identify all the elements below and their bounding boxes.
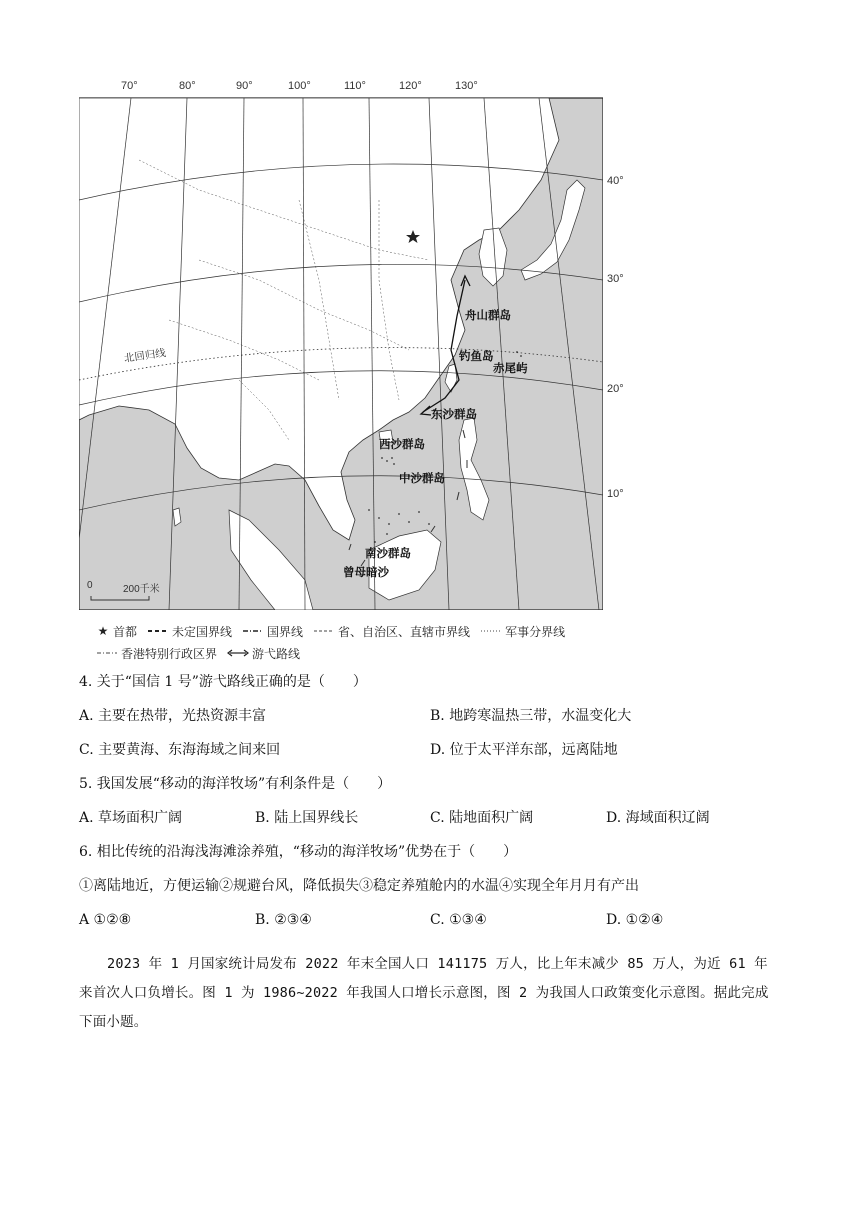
double-arrow-icon: [227, 646, 249, 660]
lat-label: 10°: [607, 488, 624, 500]
label-chiwei: 赤尾屿: [493, 363, 528, 375]
q6-option-d: D. ①②④: [606, 912, 664, 928]
q4-option-d: D. 位于太平洋东部，远离陆地: [430, 742, 618, 758]
lon-label: 120°: [399, 80, 422, 92]
q6-option-a: A ①②⑧: [79, 912, 132, 928]
q5-option-a: A. 草场面积广阔: [79, 810, 183, 826]
legend-label: 军事分界线: [505, 624, 566, 639]
star-icon: ★: [97, 624, 109, 638]
hk-border-icon: [96, 646, 118, 660]
q5-option-c: C. 陆地面积广阔: [430, 810, 534, 826]
legend-capital: [96, 623, 137, 640]
legend-label: 首都: [113, 624, 138, 639]
lon-label: 100°: [288, 80, 311, 92]
lon-label: 130°: [455, 80, 478, 92]
lat-label: 40°: [607, 175, 624, 187]
label-zhongsha: 中沙群岛: [399, 473, 445, 485]
q4-option-a: A. 主要在热带，光热资源丰富: [79, 708, 267, 724]
military-line-icon: [480, 624, 502, 638]
lon-label: 90°: [236, 80, 253, 92]
legend-provincial: [313, 623, 470, 640]
label-tropic: 北回归线: [123, 347, 167, 365]
label-zhoushan: 舟山群岛: [465, 310, 511, 322]
provincial-border-icon: [313, 624, 335, 638]
q4-option-b: B. 地跨寒温热三带，水温变化大: [430, 708, 632, 724]
question-5-stem: 5. 我国发展“移动的海洋牧场”有利条件是（ ）: [79, 776, 392, 792]
label-xisha: 西沙群岛: [379, 439, 425, 451]
map-figure: [79, 80, 624, 610]
label-diaoyu: 钓鱼岛: [459, 351, 494, 363]
scale-zero: 0: [87, 580, 93, 591]
scale-label: 200千米: [123, 584, 160, 595]
q5-option-d: D. 海域面积辽阔: [606, 810, 710, 826]
q5-option-b: B. 陆上国界线长: [255, 810, 359, 826]
lat-label: 20°: [607, 383, 624, 395]
legend-hk: [96, 645, 217, 662]
legend-label: 省、自治区、直辖市界线: [338, 624, 471, 639]
legend-military: [480, 623, 565, 640]
undetermined-border-icon: [147, 624, 169, 638]
q6-option-c: C. ①③④: [430, 912, 487, 928]
legend-row: [96, 620, 575, 642]
legend-label: 未定国界线: [172, 624, 233, 639]
map-legend: [96, 620, 575, 664]
lon-label: 70°: [121, 80, 138, 92]
lon-label: 110°: [344, 80, 366, 92]
label-zengmu: 曾母暗沙: [343, 567, 389, 579]
question-6-statements: ①离陆地近，方便运输②规避台风，降低损失③稳定养殖舱内的水温④实现全年月月有产出: [79, 878, 639, 894]
question-4-stem: 4. 关于“国信 1 号”游弋路线正确的是（ ）: [79, 674, 367, 690]
legend-route: [227, 645, 300, 662]
lat-label: 30°: [607, 273, 624, 285]
q6-option-b: B. ②③④: [255, 912, 312, 928]
passage-paragraph: 2023 年 1 月国家统计局发布 2022 年末全国人口 141175 万人，比上年末减少 85 万人，为近 61 年来首次人口负增长。图 1 为 1986~2022 年我国人口增长示意图，图 2 为我国人口政策变化示意图。据此完成下面小题。: [79, 956, 769, 1030]
label-dongsha: 东沙群岛: [431, 409, 477, 421]
q4-option-c: C. 主要黄海、东海海域之间来回: [79, 742, 281, 758]
legend-label: 游弋路线: [252, 646, 301, 661]
national-border-icon: [242, 624, 264, 638]
legend-label: 香港特别行政区界: [121, 646, 218, 661]
legend-undetermined: [147, 623, 232, 640]
legend-national: [242, 623, 303, 640]
label-nansha: 南沙群岛: [365, 548, 411, 560]
legend-row: [96, 642, 575, 664]
question-6-stem: 6. 相比传统的沿海浅海滩涂养殖，“移动的海洋牧场”优势在于（ ）: [79, 844, 518, 860]
lon-label: 80°: [179, 80, 196, 92]
legend-label: 国界线: [267, 624, 304, 639]
